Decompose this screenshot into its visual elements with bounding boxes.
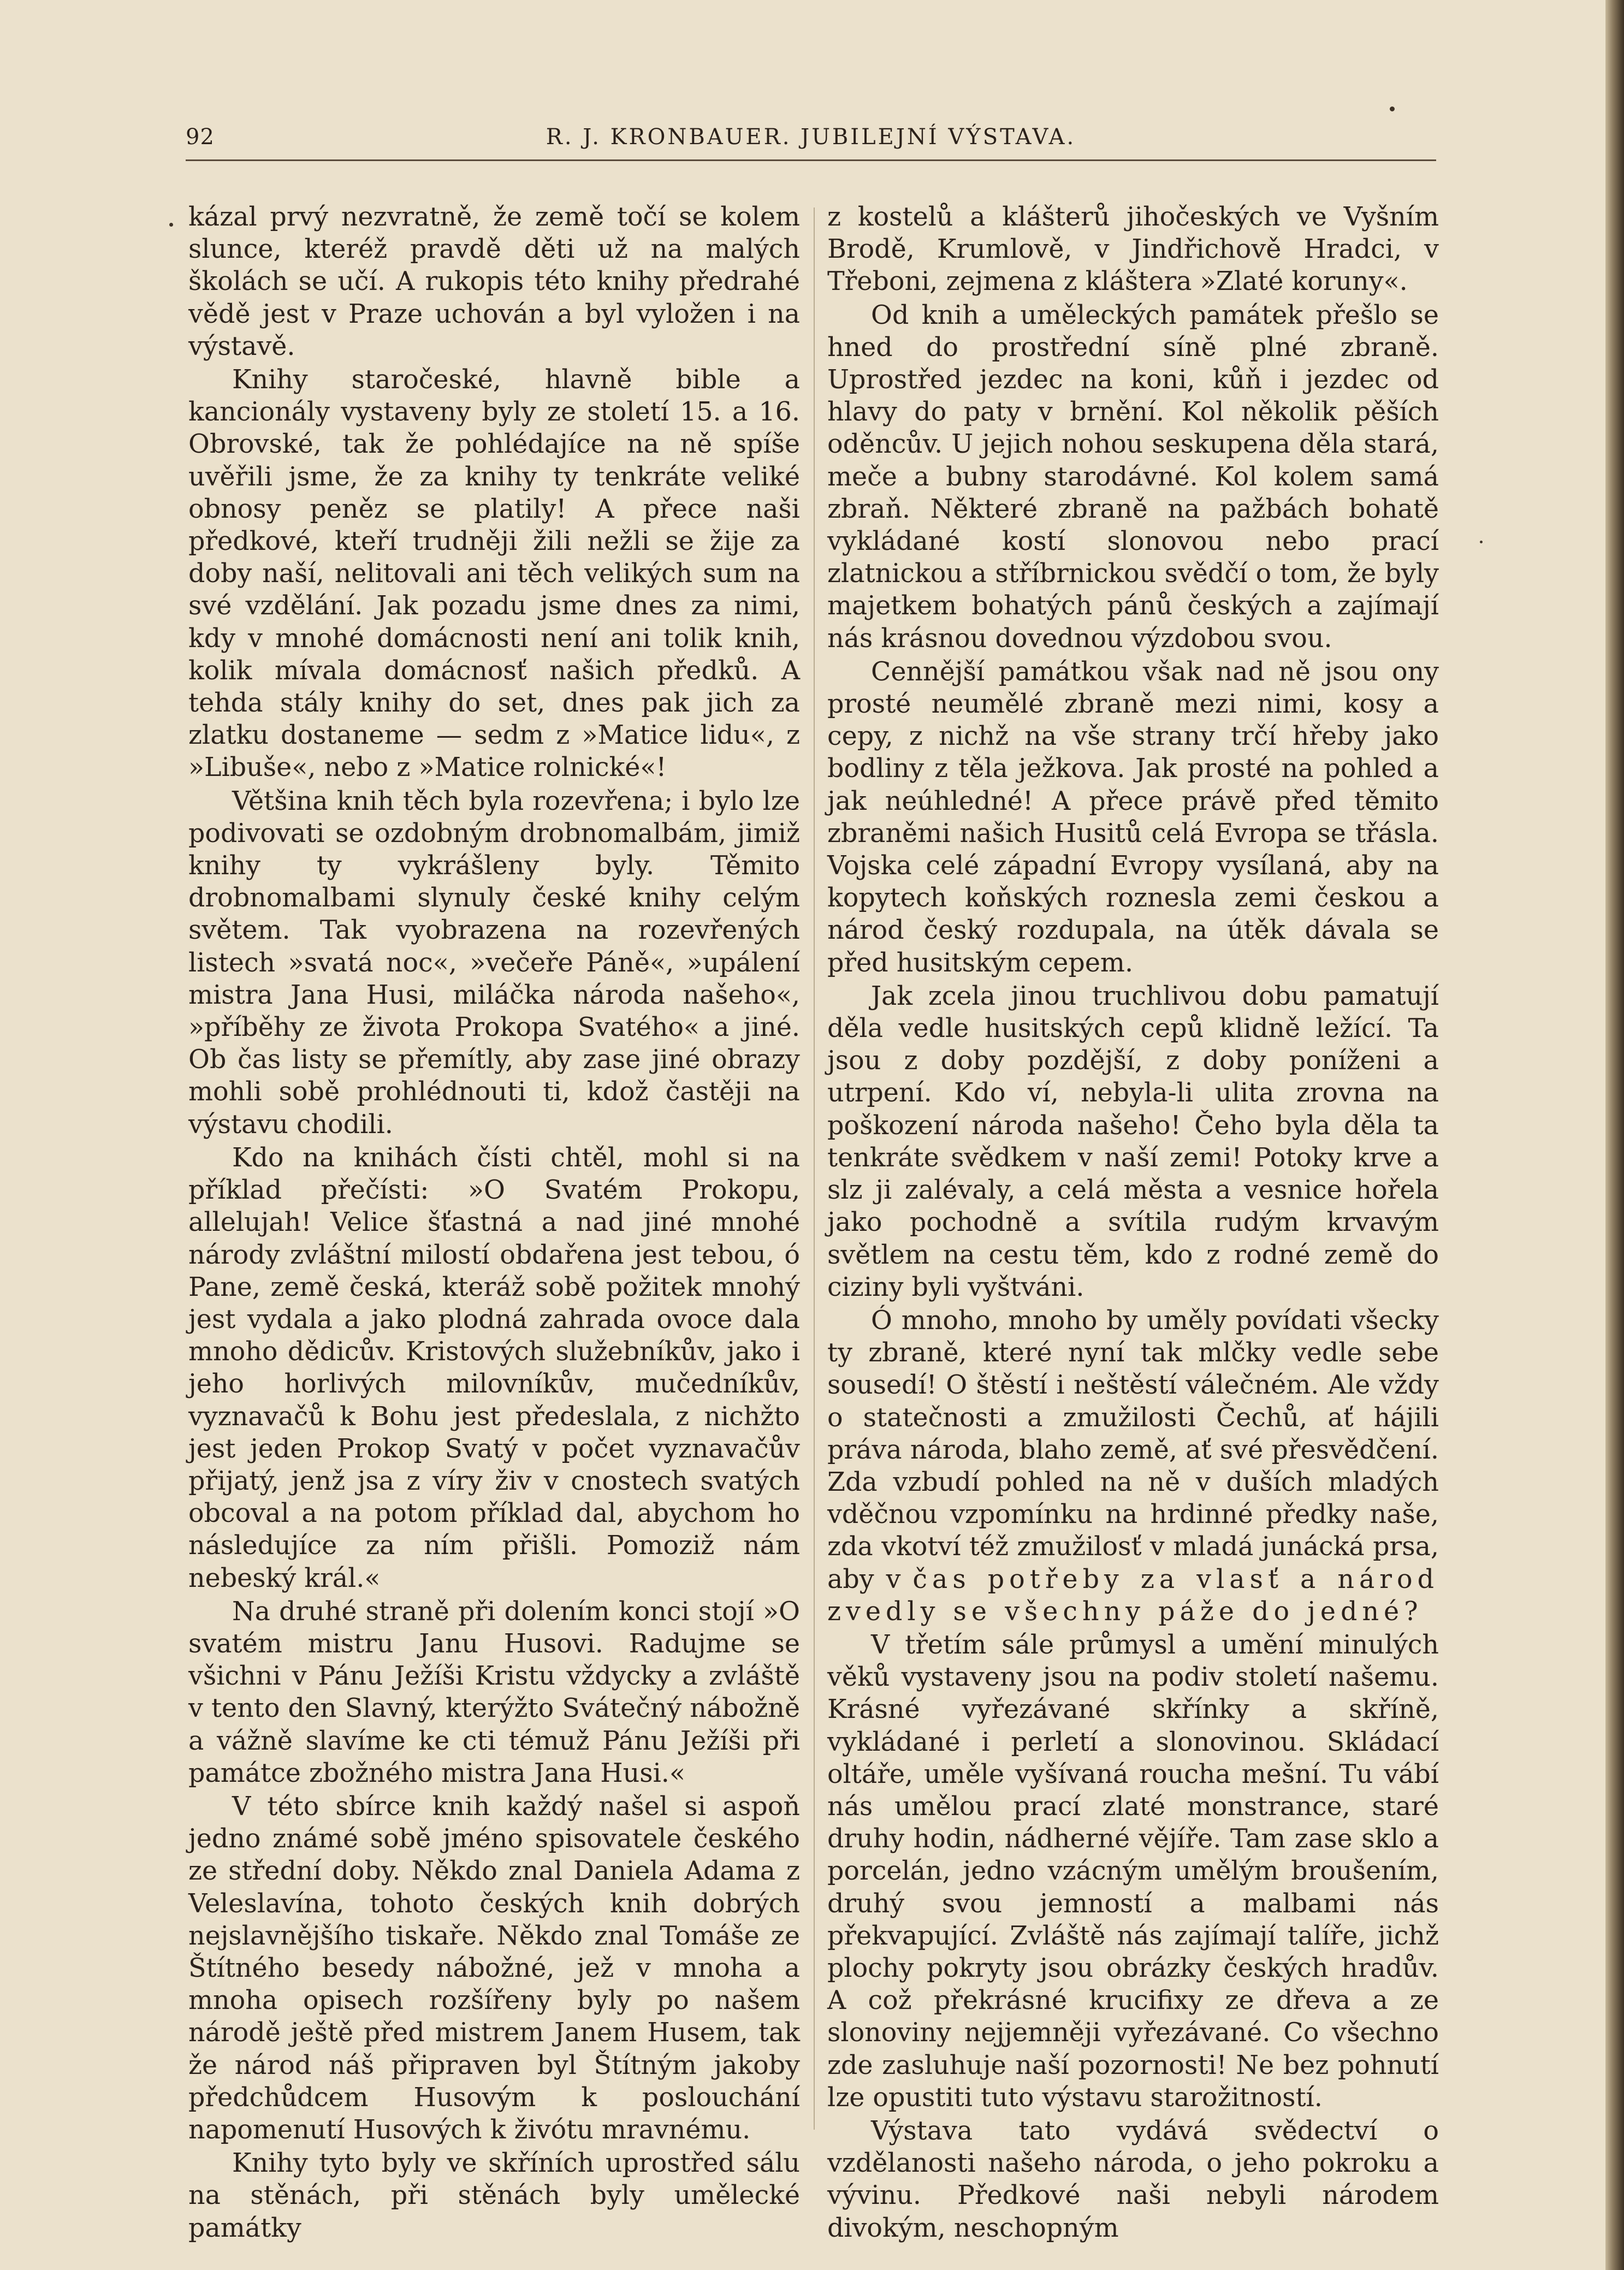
right-column xyxy=(827,201,1439,2243)
paragraph: Jak zcela jinou truchlivou dobu pamatují děla vedle husitských cepů klidně ležící. Ta jsou z doby pozdější, z doby poníženi a utrpení. Kdo ví, nebyla-li ulita zrovna na poškození národa našeho! Čeho byla děla ta tenkráte svědkem v naší zemi! Potoky krve a slz ji zalévaly, a celá města a vesnice hořela jako pochodně a svítila rudým krvavým světlem na cestu těm, kdo z rodné země do ciziny byli vyštváni. xyxy=(827,981,1439,1302)
page-header xyxy=(186,125,1436,157)
ink-speck xyxy=(1480,541,1483,543)
paragraph: Výstava tato vydává svědectví o vzdělanosti našeho národa, o jeho pokroku a vývinu. Předkové naši nebyli národem divokým, neschopným xyxy=(827,2115,1439,2243)
paragraph: Na druhé straně při dolením konci stojí »O svatém mistru Janu Husovi. Radujme se všichni v Pánu Ježíši Kristu vždycky a zvláště v tento den Slavný, kterýžto Svátečný nábožně a vážně slavíme ke cti témuž Pánu Ježíši při památce zbožného mistra Jana Husi.« xyxy=(188,1596,800,1788)
page-number: 92 xyxy=(186,125,215,150)
header-rule xyxy=(186,159,1436,161)
ink-speck xyxy=(169,223,173,227)
page-edge xyxy=(1605,0,1624,2270)
column-gutter xyxy=(814,208,815,2130)
paragraph: Cennější památkou však nad ně jsou ony prosté neumělé zbraně mezi nimi, kosy a cepy, z nichž na vše strany trčí hřeby jako bodliny z těla ježkova. Jak prosté na pohled a jak neúhledné! A přece právě před těmito zbraněmi našich Husitů celá Evropa se třásla. Vojska celé západní Evropy vysílaná, aby na kopytech koňských roznesla zemi českou a národ český rozdupala, na útěk dávala se před husitským cepem. xyxy=(827,656,1439,978)
paragraph: kázal prvý nezvratně, že země točí se kolem slunce, kteréž pravdě děti už na malých školách se učí. A rukopis této knihy předrahé vědě jest v Praze uchován a byl vyložen i na výstavě. xyxy=(188,202,800,361)
paragraph-text: Ó mnoho, mnoho by uměly povídati všecky ty zbraně, které nyní tak mlčky vedle sebe sousedí! O štěstí i neštěstí válečném. Ale vždy o statečnosti a zmužilosti Čechů, ať hájili práva národa, blaho země, ať své přesvědčení. Zda vzbudí pohled na ně v duších mladých vděčnou vzpomínku na hrdinné předky naše, zda vkotví též zmužilosť v mladá junácká prsa, aby v xyxy=(827,1305,1439,1595)
paragraph: Kdo na knihách čísti chtěl, mohl si na příklad přečísti: »O Svatém Prokopu, allelujah! Velice šťastná a nad jiné mnohé národy zvláštní milostí obdařena jest tebou, ó Pane, země česká, kteráž sobě požitek mnohý jest vydala a jako plodná zahrada ovoce dala mnoho dědicův. Kristových služebníkův, jako i jeho horlivých milovníkův, mučedníkův, vyznavačů k Bohu jest předeslala, z nichžto jest jeden Prokop Svatý v počet vyznavačův přijatý, jenž jsa z víry živ v cnostech svatých obcoval a na potom příklad dal, abychom ho následujíce za ním přišli. Pomoziž nám nebeský král.« xyxy=(188,1142,800,1593)
emphasized-text: čas potřeby za vlasť a národ zvedly se všechny páže do jedné? xyxy=(827,1564,1439,1627)
paragraph: V této sbírce knih každý našel si aspoň jedno známé sobě jméno spisovatele českého ze střední doby. Někdo znal Daniela Adama z Veleslavína, tohoto českých knih dobrých nejslavnějšího tiskaře. Někdo znal Tomáše ze Štítného besedy nábožné, jež v mnoha a mnoha opisech rozšířeny byly po našem národě ještě před mistrem Janem Husem, tak že národ náš připraven byl Štítným jakoby předchůdcem Husovým k poslouchání napomenutí Husových k živótu mravnému. xyxy=(188,1791,800,2145)
paragraph: Většina knih těch byla rozevřena; i bylo lze podivovati se ozdobným drobnomalbám, jimiž knihy ty vykrášleny byly. Těmito drobnomalbami slynuly české knihy celým světem. Tak vyobrazena na rozevřených listech »svatá noc«, »večeře Páně«, »upálení mistra Jana Husi, miláčka národa našeho«, »příběhy ze života Prokopa Svatého« a jiné. Ob čas listy se přemítly, aby zase jiné obrazy mohli sobě prohlédnouti ti, kdož častěji na výstavu chodili. xyxy=(188,786,800,1140)
paragraph: Knihy tyto byly ve skříních uprostřed sálu na stěnách, při stěnách byly umělecké památky xyxy=(188,2148,800,2243)
left-column xyxy=(188,201,800,2243)
ink-speck xyxy=(1390,106,1395,111)
paragraph: z kostelů a klášterů jihočeských ve Vyšním Brodě, Krumlově, v Jindřichově Hradci, v Třeboni, zejmena z kláštera »Zlaté koruny«. xyxy=(827,202,1439,297)
paragraph: Od knih a uměleckých památek přešlo se hned do prostřední síně plné zbraně. Uprostřed jezdec na koni, kůň i jezdec od hlavy do paty v brnění. Kol několik pěších oděncův. U jejich nohou seskupena děla stará, meče a bubny starodávné. Kol kolem samá zbraň. Některé zbraně na pažbách bohatě vykládané kostí slonovou nebo prací zlatnickou a stříbrnickou svědčí o tom, že byly majetkem bohatých pánů českých a zajímají nás krásnou dovednou výzdobou svou. xyxy=(827,300,1439,654)
paragraph: V třetím sále průmysl a umění minulých věků vystaveny jsou na podiv století našemu. Krásné vyřezávané skřínky a skříně, vykládané i perletí a slonovinou. Skládací oltáře, uměle vyšívaná roucha mešní. Tu vábí nás umělou prací zlaté monstrance, staré druhy hodin, nádherné vějíře. Tam zase sklo a porcelán, jedno vzácným umělým broušením, druhý svou jemností a malbami nás překvapující. Zvláště nás zajímají talíře, jichž plochy pokryty jsou obrázky českých hradův. A což překrásné krucifixy ze dřeva a ze slonoviny nejjemněji vyřezávané. Co všechno zde zasluhuje naší pozornosti! Ne bez pohnutí lze opustiti tuto výstavu starožitností. xyxy=(827,1629,1439,2113)
running-title: R. J. KRONBAUER. JUBILEJNÍ VÝSTAVA. xyxy=(546,125,1076,150)
paragraph: Knihy staročeské, hlavně bible a kancionály vystaveny byly ze století 15. a 16. Obrovské, tak že pohlédajíce na ně spíše uvěřili jsme, že za knihy ty tenkráte veliké obnosy peněz se platily! A přece naši předkové, kteří trudněji žili nežli se žije za doby naší, nelitovali ani těch velikých sum na své vzdělání. Jak pozadu jsme dnes za nimi, kdy v mnohé domácnosti není ani tolik knih, kolik mívala domácnosť našich předků. A tehda stály knihy do set, dnes pak jich za zlatku dostaneme — sedm z »Matice lidu«, z »Libuše«, nebo z »Matice rolnické«! xyxy=(188,365,800,783)
paragraph xyxy=(827,1305,1439,1628)
